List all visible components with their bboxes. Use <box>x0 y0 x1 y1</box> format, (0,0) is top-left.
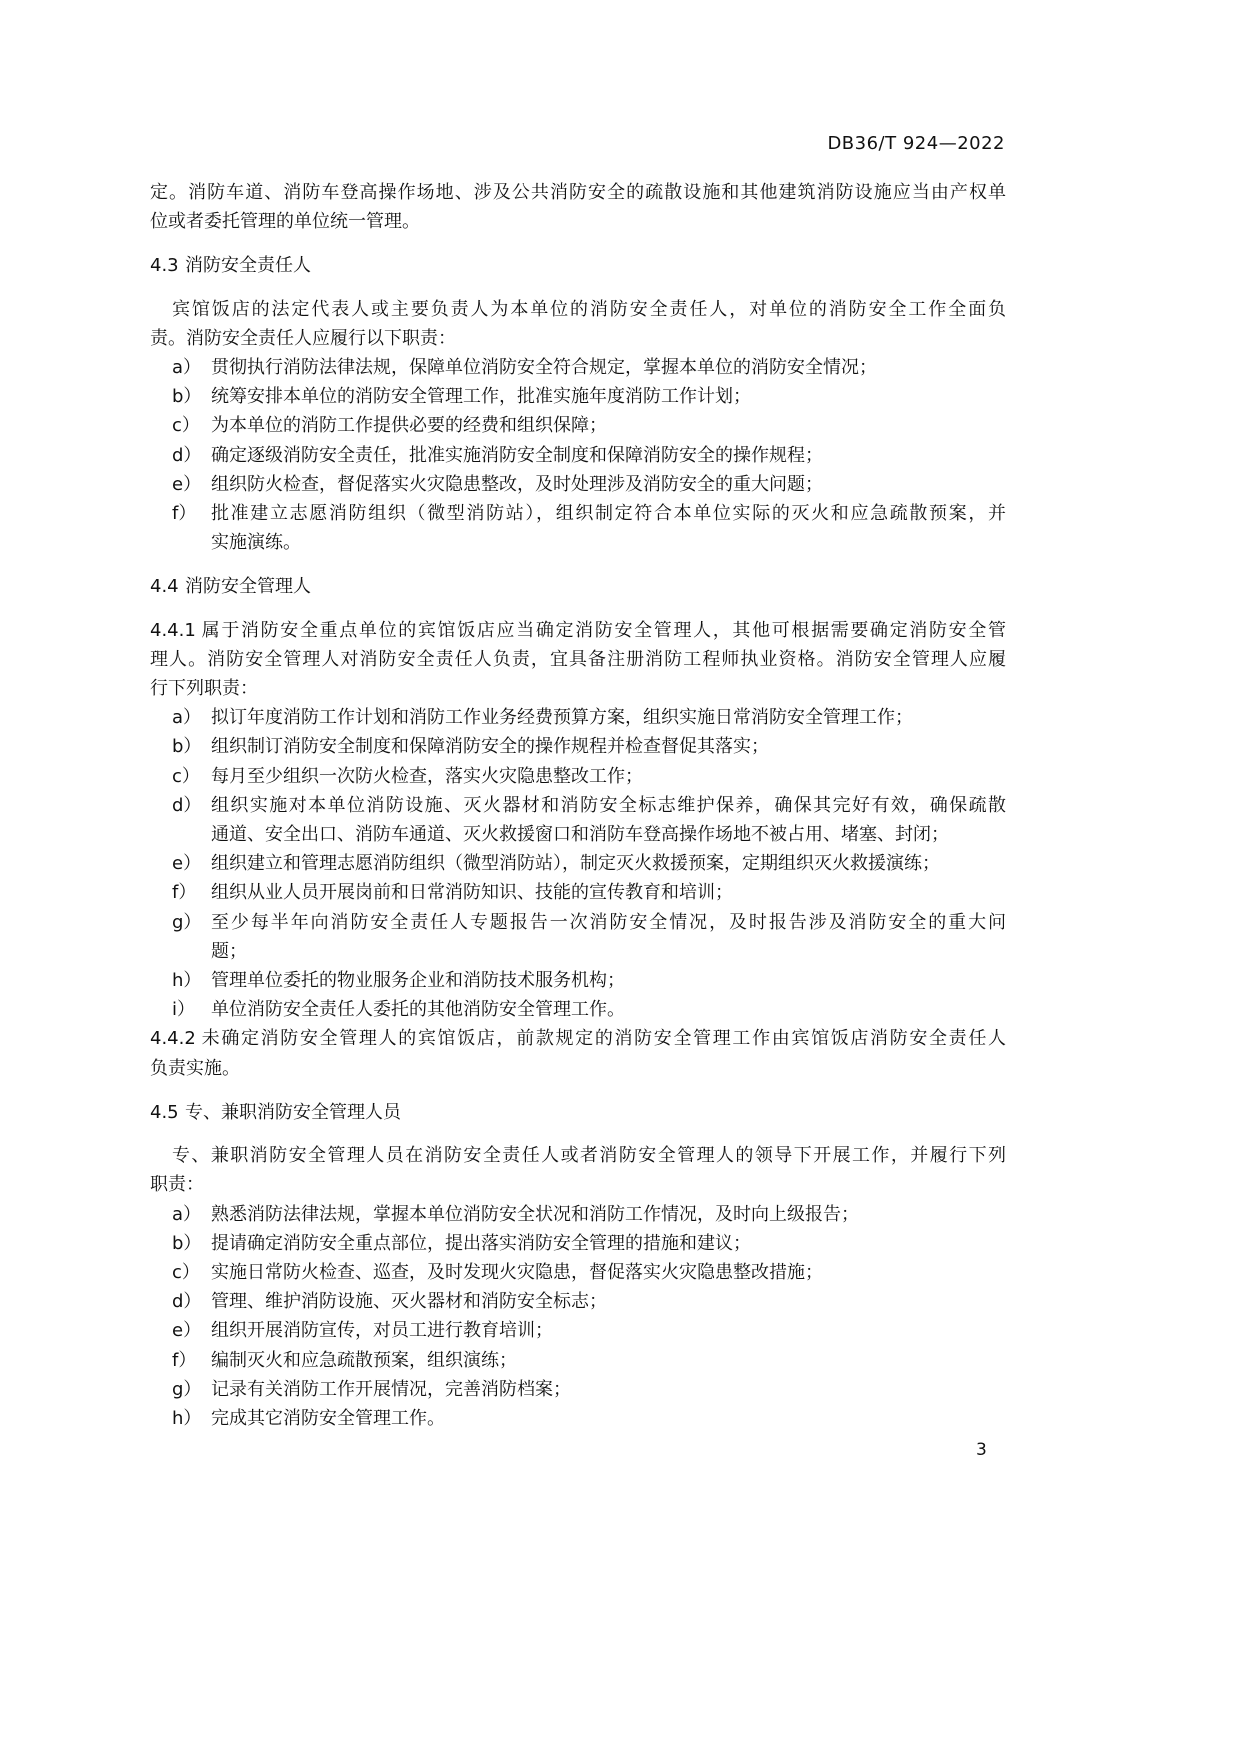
list-item-label: h） <box>172 970 202 992</box>
text-line: 统筹安排本单位的消防安全管理工作，批准实施年度消防工作计划； <box>211 386 751 408</box>
section-title: 消防安全管理人 <box>185 576 311 598</box>
text-line: 组织从业人员开展岗前和日常消防知识、技能的宣传教育和培训； <box>211 882 733 904</box>
list-item <box>150 1229 1006 1258</box>
text-line: 贯彻执行消防法律法规，保障单位消防安全符合规定，掌握本单位的消防安全情况； <box>211 357 877 379</box>
list-item <box>150 1258 1006 1287</box>
list-item-label: c） <box>172 415 200 437</box>
text-line: 位或者委托管理的单位统一管理。 <box>150 211 420 233</box>
text-line: 负责实施。 <box>150 1057 240 1079</box>
text-line: 定。消防车道、消防车登高操作场地、涉及公共消防安全的疏散设施和其他建筑消防设施应当由产权单 <box>150 182 1006 203</box>
paragraph <box>150 1141 1006 1199</box>
text-line: 确定逐级消防安全责任，批准实施消防安全制度和保障消防安全的操作规程； <box>211 444 823 466</box>
clause <box>150 616 1006 704</box>
paragraph <box>150 178 1006 236</box>
list-item <box>150 1316 1006 1345</box>
paragraph <box>150 295 1006 353</box>
text-line: 实施演练。 <box>211 532 301 554</box>
list-item <box>150 966 1006 995</box>
list-item-label: f） <box>172 882 197 904</box>
list-item <box>150 762 1006 791</box>
text-line: 题； <box>211 940 247 962</box>
list-item-label: a） <box>172 707 202 729</box>
text-line: 组织实施对本单位消防设施、灭火器材和消防安全标志维护保养，确保其完好有效，确保疏散 <box>211 794 1006 816</box>
text-line <box>150 1024 1006 1053</box>
list-item-label: a） <box>172 1203 202 1225</box>
section-title: 消防安全责任人 <box>185 255 311 277</box>
section-heading <box>150 572 1006 601</box>
list-item <box>150 411 1006 440</box>
text-line: 组织建立和管理志愿消防组织（微型消防站），制定灭火救援预案，定期组织灭火救援演练； <box>211 853 940 875</box>
text-line: 每月至少组织一次防火检查，落实火灾隐患整改工作； <box>211 765 643 787</box>
list-item-label: g） <box>172 1378 202 1400</box>
list-item-label: g） <box>172 911 202 933</box>
clause-number: 4.4.2 <box>150 1028 196 1050</box>
document-body <box>150 178 1006 1433</box>
list-item <box>150 470 1006 499</box>
clause <box>150 1024 1006 1082</box>
page-number: 3 <box>976 1440 987 1460</box>
list-item <box>150 1287 1006 1316</box>
text-line: 通道、安全出口、消防车通道、灭火救援窗口和消防车登高操作场地不被占用、堵塞、封闭； <box>211 824 949 846</box>
list-item <box>150 908 1006 966</box>
section-heading <box>150 251 1006 280</box>
text-line-content: 属于消防安全重点单位的宾馆饭店应当确定消防安全管理人，其他可根据需要确定消防安全管 <box>200 619 1006 641</box>
list-item-label: a） <box>172 357 202 379</box>
list-item-label: i） <box>172 999 196 1021</box>
list-item-label: e） <box>172 1320 202 1342</box>
section-number: 4.5 <box>150 1101 179 1123</box>
list-item <box>150 441 1006 470</box>
list-item-label: f） <box>172 503 197 525</box>
list-item <box>150 1404 1006 1433</box>
text-line: 组织防火检查，督促落实火灾隐患整改，及时处理涉及消防安全的重大问题； <box>211 473 823 495</box>
section-number: 4.3 <box>150 255 179 277</box>
clause-number: 4.4.1 <box>150 619 196 641</box>
text-line: 责。消防安全责任人应履行以下职责： <box>150 327 456 349</box>
list-item-label: c） <box>172 1261 200 1283</box>
document-code-header: DB36/T 924—2022 <box>827 133 1005 154</box>
text-line: 职责： <box>150 1174 204 1196</box>
section-number: 4.4 <box>150 576 179 598</box>
text-line: 记录有关消防工作开展情况，完善消防档案； <box>211 1378 571 1400</box>
text-line: 实施日常防火检查、巡查，及时发现火灾隐患，督促落实火灾隐患整改措施； <box>211 1261 823 1283</box>
text-line: 宾馆饭店的法定代表人或主要负责人为本单位的消防安全责任人，对单位的消防安全工作全面负 <box>172 298 1006 320</box>
text-line: 管理、维护消防设施、灭火器材和消防安全标志； <box>211 1291 607 1313</box>
list-item-label: d） <box>172 444 202 466</box>
list-item-label: b） <box>172 736 202 758</box>
text-line: 行下列职责： <box>150 678 258 700</box>
list-item-label: c） <box>172 765 200 787</box>
text-line: 管理单位委托的物业服务企业和消防技术服务机构； <box>211 970 625 992</box>
list-item-label: b） <box>172 1232 202 1254</box>
list-item <box>150 382 1006 411</box>
list-item-label: b） <box>172 386 202 408</box>
text-line-content: 未确定消防安全管理人的宾馆饭店，前款规定的消防安全管理工作由宾馆饭店消防安全责任人 <box>200 1028 1006 1050</box>
list-item-label: d） <box>172 1291 202 1313</box>
list-item-label: e） <box>172 853 202 875</box>
list-item <box>150 995 1006 1024</box>
list-item <box>150 1346 1006 1375</box>
list-item <box>150 1200 1006 1229</box>
text-line: 组织制订消防安全制度和保障消防安全的操作规程并检查督促其落实； <box>211 736 769 758</box>
text-line: 提请确定消防安全重点部位，提出落实消防安全管理的措施和建议； <box>211 1232 751 1254</box>
text-line: 理人。消防安全管理人对消防安全责任人负责，宜具备注册消防工程师执业资格。消防安全管理人应履 <box>150 648 1006 670</box>
list-item <box>150 353 1006 382</box>
text-line: 为本单位的消防工作提供必要的经费和组织保障； <box>211 415 607 437</box>
text-line <box>150 616 1006 645</box>
text-line: 批准建立志愿消防组织（微型消防站），组织制定符合本单位实际的灭火和应急疏散预案，并 <box>211 503 1006 525</box>
list-item-label: d） <box>172 794 202 816</box>
text-line: 单位消防安全责任人委托的其他消防安全管理工作。 <box>211 999 625 1021</box>
list-item <box>150 849 1006 878</box>
list-item-label: f） <box>172 1349 197 1371</box>
list-item <box>150 499 1006 557</box>
list-item <box>150 878 1006 907</box>
text-line: 组织开展消防宣传，对员工进行教育培训； <box>211 1320 553 1342</box>
text-line: 熟悉消防法律法规，掌握本单位消防安全状况和消防工作情况，及时向上级报告； <box>211 1203 859 1225</box>
list-item-label: h） <box>172 1407 202 1429</box>
list-item <box>150 1375 1006 1404</box>
section-title: 专、兼职消防安全管理人员 <box>185 1101 401 1123</box>
list-item <box>150 791 1006 849</box>
text-line: 编制灭火和应急疏散预案，组织演练； <box>211 1349 517 1371</box>
list-item <box>150 732 1006 761</box>
section-heading <box>150 1098 1006 1127</box>
text-line: 完成其它消防安全管理工作。 <box>211 1407 445 1429</box>
list-item-label: e） <box>172 473 202 495</box>
list-item <box>150 703 1006 732</box>
text-line: 至少每半年向消防安全责任人专题报告一次消防安全情况，及时报告涉及消防安全的重大问 <box>211 911 1006 933</box>
text-line: 专、兼职消防安全管理人员在消防安全责任人或者消防安全管理人的领导下开展工作，并履行下列 <box>172 1145 1006 1167</box>
text-line: 拟订年度消防工作计划和消防工作业务经费预算方案，组织实施日常消防安全管理工作； <box>211 707 913 729</box>
